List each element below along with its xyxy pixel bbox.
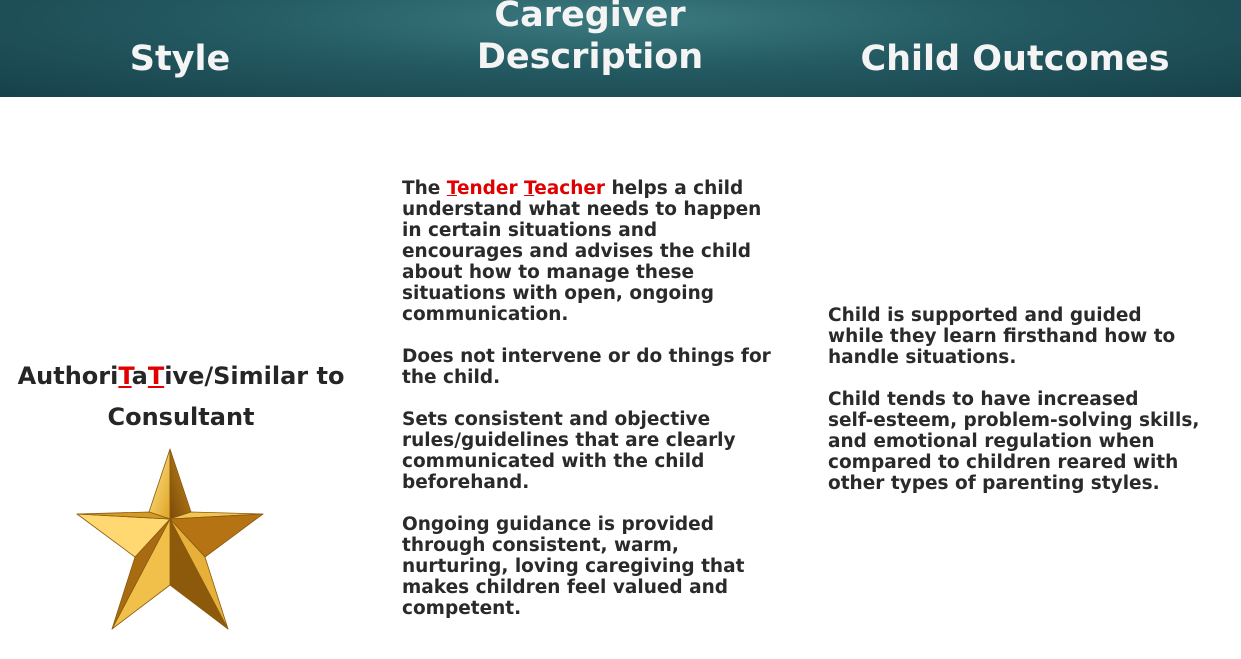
outcomes-paragraph xyxy=(828,305,1240,368)
outcomes-text: compared to children reared with xyxy=(828,452,1179,473)
style-highlight-t: T xyxy=(147,362,165,390)
child-outcomes xyxy=(828,305,1240,494)
description-text: communication. xyxy=(402,304,569,325)
style-label-line1 xyxy=(0,356,362,397)
description-title-line1: Caregiver xyxy=(494,0,686,35)
header-bar xyxy=(0,0,1241,97)
description-column-title xyxy=(440,0,740,78)
description-text: the child. xyxy=(402,367,501,388)
teacher-initial: T xyxy=(524,178,535,199)
style-highlight-t: T xyxy=(118,362,132,390)
description-text: about how to manage these xyxy=(402,262,695,283)
description-text: encourages and advises the child xyxy=(402,241,751,262)
description-paragraph xyxy=(402,514,812,619)
outcomes-text: self-esteem, problem-solving skills, xyxy=(828,410,1200,431)
outcomes-column-title: Child Outcomes xyxy=(860,39,1170,79)
description-text: in certain situations and xyxy=(402,220,658,241)
description-title-line2: Description xyxy=(476,37,704,77)
style-column-title: Style xyxy=(129,39,231,79)
description-text: helps a child xyxy=(605,178,744,199)
outcomes-paragraph xyxy=(828,389,1240,494)
gold-star-icon xyxy=(73,447,267,633)
description-text: rules/guidelines that are clearly xyxy=(402,430,736,451)
description-text: The xyxy=(402,178,447,199)
description-text: Sets consistent and objective xyxy=(402,409,711,430)
outcomes-text: while they learn firsthand how to xyxy=(828,326,1176,347)
description-text: nurturing, loving caregiving that xyxy=(402,556,745,577)
teacher-rest: eacher xyxy=(534,178,606,199)
description-text: communicated with the child xyxy=(402,451,705,472)
description-paragraph xyxy=(402,178,812,325)
style-text-part: a xyxy=(131,362,148,390)
style-text-part: Authori xyxy=(17,362,119,390)
description-text: situations with open, ongoing xyxy=(402,283,714,304)
style-label-line2: Consultant xyxy=(107,403,255,431)
outcomes-text: handle situations. xyxy=(828,347,1017,368)
description-text: Ongoing guidance is provided xyxy=(402,514,714,535)
outcomes-text: Child tends to have increased xyxy=(828,389,1139,410)
tender-initial: T xyxy=(446,178,457,199)
description-paragraph xyxy=(402,409,812,493)
outcomes-text: Child is supported and guided xyxy=(828,305,1142,326)
description-text: Does not intervene or do things for xyxy=(402,346,771,367)
description-text: beforehand. xyxy=(402,472,530,493)
outcomes-text: and emotional regulation when xyxy=(828,431,1155,452)
outcomes-text: other types of parenting styles. xyxy=(828,473,1160,494)
style-label xyxy=(0,356,362,438)
description-text: understand what needs to happen xyxy=(402,199,762,220)
description-text: through consistent, warm, xyxy=(402,535,679,556)
style-text-part: ive/Similar to xyxy=(164,362,345,390)
caregiver-description xyxy=(402,178,812,619)
description-paragraph xyxy=(402,346,812,388)
description-text: makes children feel valued and xyxy=(402,577,729,598)
description-text: competent. xyxy=(402,598,522,619)
tender-rest: ender xyxy=(456,178,518,199)
